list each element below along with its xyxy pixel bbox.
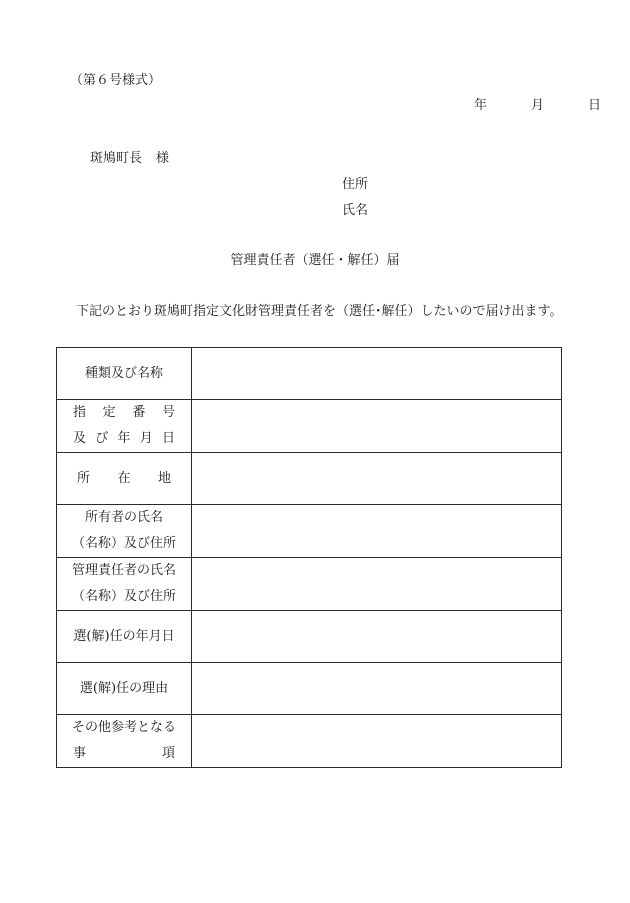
applicant-address-label: 住所 xyxy=(342,177,369,192)
row-label-manager xyxy=(57,558,192,611)
label-char: 月 xyxy=(139,431,153,446)
label-char: 年 xyxy=(117,431,131,446)
value-appointment-date[interactable] xyxy=(192,611,562,663)
table-row xyxy=(57,400,562,453)
label-line: その他参考となる xyxy=(71,720,176,735)
label-char: 定 xyxy=(102,405,116,420)
value-owner[interactable] xyxy=(192,505,562,558)
row-label-appointment-date xyxy=(57,611,192,663)
addressee-name: 斑鳩町長 xyxy=(90,151,143,166)
applicant-name-label: 氏名 xyxy=(342,203,369,218)
label-line: 種類及び名称 xyxy=(84,365,163,381)
value-other-matters[interactable] xyxy=(192,715,562,768)
form-number: （第６号様式） xyxy=(70,73,162,88)
label-char: 番 xyxy=(132,405,146,420)
label-char: 日 xyxy=(161,431,175,446)
addressee-honorific: 様 xyxy=(156,151,170,166)
table-row xyxy=(57,348,562,400)
value-location[interactable] xyxy=(192,453,562,505)
value-manager[interactable] xyxy=(192,558,562,611)
row-label-location xyxy=(57,453,192,505)
label-char: 在 xyxy=(117,470,131,486)
label-line xyxy=(57,400,191,426)
label-char: び xyxy=(95,431,109,446)
value-appointment-reason[interactable] xyxy=(192,663,562,715)
date-year-label: 年 xyxy=(474,98,488,113)
date-line xyxy=(474,94,601,113)
row-label-appointment-reason xyxy=(57,663,192,715)
label-char: 号 xyxy=(161,405,175,420)
label-char: 地 xyxy=(157,470,171,486)
intro-text: 下記のとおり斑鳩町指定文化財管理責任者を（選任･解任）したいので届け出ます。 xyxy=(76,304,563,319)
date-day-label: 日 xyxy=(588,98,602,113)
document-title: 管理責任者（選任・解任）届 xyxy=(230,253,400,268)
row-label-type-name xyxy=(57,348,192,400)
label-char: 所 xyxy=(77,470,91,486)
label-line: （名称）及び住所 xyxy=(71,589,176,604)
label-char: 事 xyxy=(73,746,87,761)
table-row xyxy=(57,715,562,768)
table-row xyxy=(57,611,562,663)
row-label-other-matters xyxy=(57,715,192,768)
label-char: 及 xyxy=(73,431,87,446)
info-table xyxy=(56,347,562,768)
table-row xyxy=(57,505,562,558)
addressee xyxy=(90,147,169,166)
table-row xyxy=(57,663,562,715)
label-line xyxy=(57,466,191,492)
label-line: 選(解)任の理由 xyxy=(79,680,169,696)
row-label-owner xyxy=(57,505,192,558)
label-line xyxy=(57,741,191,767)
label-line: 所有者の氏名 xyxy=(84,510,163,525)
value-type-name[interactable] xyxy=(192,348,562,400)
label-line: （名称）及び住所 xyxy=(71,536,176,551)
table-row xyxy=(57,453,562,505)
label-line: 選(解)任の年月日 xyxy=(73,628,175,644)
date-month-label: 月 xyxy=(531,98,545,113)
label-char: 指 xyxy=(73,405,87,420)
label-char: 項 xyxy=(161,746,175,761)
table-row xyxy=(57,558,562,611)
value-designation-number[interactable] xyxy=(192,400,562,453)
label-line: 管理責任者の氏名 xyxy=(71,563,176,578)
row-label-designation-number xyxy=(57,400,192,453)
label-line xyxy=(57,426,191,452)
